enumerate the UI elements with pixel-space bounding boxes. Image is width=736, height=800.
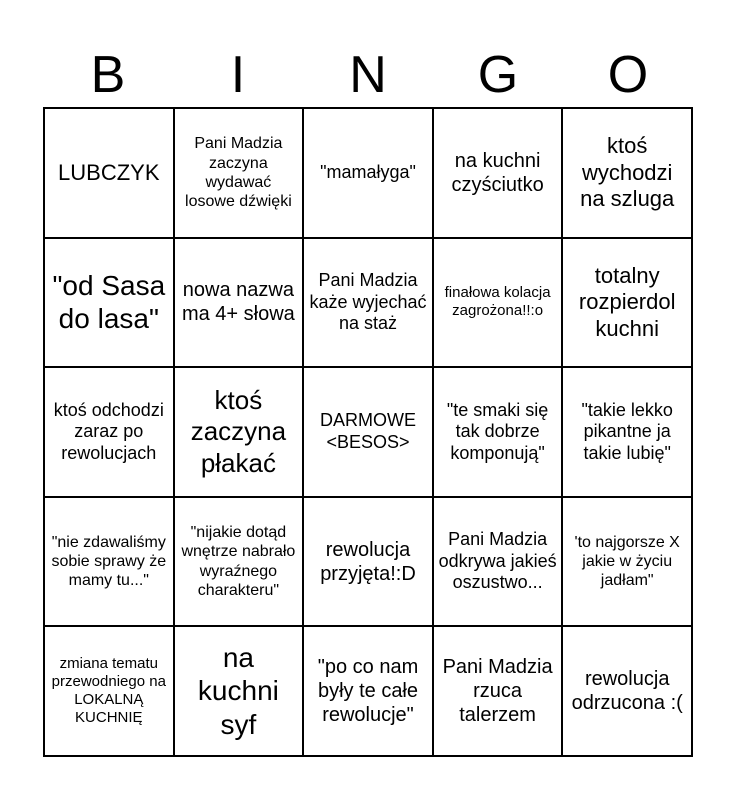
bingo-cell[interactable]: LUBCZYK [44,108,174,238]
bingo-cell[interactable]: "mamałyga" [303,108,433,238]
bingo-cell[interactable]: rewolucja przyjęta!:D [303,497,433,627]
bingo-cell[interactable]: "te smaki się tak dobrze komponują" [433,367,563,497]
bingo-cell[interactable]: Pani Madzia każe wyjechać na staż [303,238,433,368]
bingo-cell[interactable]: na kuchni czyściutko [433,108,563,238]
bingo-cell[interactable]: Pani Madzia zaczyna wydawać losowe dźwięki [174,108,304,238]
bingo-cell[interactable]: "nie zdawaliśmy sobie sprawy że mamy tu..." [44,497,174,627]
header-letter-g: G [477,46,519,104]
bingo-cell[interactable]: "po co nam były te całe rewolucje" [303,626,433,756]
bingo-card [43,107,693,757]
bingo-cell[interactable]: rewolucja odrzucona :( [562,626,692,756]
bingo-cell[interactable]: Pani Madzia odkrywa jakieś oszustwo... [433,497,563,627]
bingo-cell[interactable]: ktoś odchodzi zaraz po rewolucjach [44,367,174,497]
bingo-cell[interactable]: "takie lekko pikantne ja takie lubię" [562,367,692,497]
header-letter-o: O [607,46,649,104]
bingo-cell[interactable]: ktoś zaczyna płakać [174,367,304,497]
bingo-cell[interactable]: "od Sasa do lasa" [44,238,174,368]
bingo-cell[interactable]: totalny rozpierdol kuchni [562,238,692,368]
bingo-cell[interactable]: DARMOWE <BESOS> [303,367,433,497]
header-letter-b: B [90,46,126,104]
bingo-cell[interactable]: "nijakie dotąd wnętrze nabrało wyraźnego charakteru" [174,497,304,627]
bingo-cell[interactable]: ktoś wychodzi na szluga [562,108,692,238]
bingo-cell[interactable]: Pani Madzia rzuca talerzem [433,626,563,756]
bingo-cell[interactable]: na kuchni syf [174,626,304,756]
bingo-cell[interactable]: zmiana tematu przewodniego na LOKALNĄ KUCHNIĘ [44,626,174,756]
bingo-cell[interactable]: nowa nazwa ma 4+ słowa [174,238,304,368]
header-letter-i: I [230,46,246,104]
header-letter-n: N [349,46,387,104]
bingo-cell[interactable]: finałowa kolacja zagrożona!!:o [433,238,563,368]
bingo-cell[interactable]: 'to najgorsze X jakie w życiu jadłam" [562,497,692,627]
bingo-header [43,44,693,106]
